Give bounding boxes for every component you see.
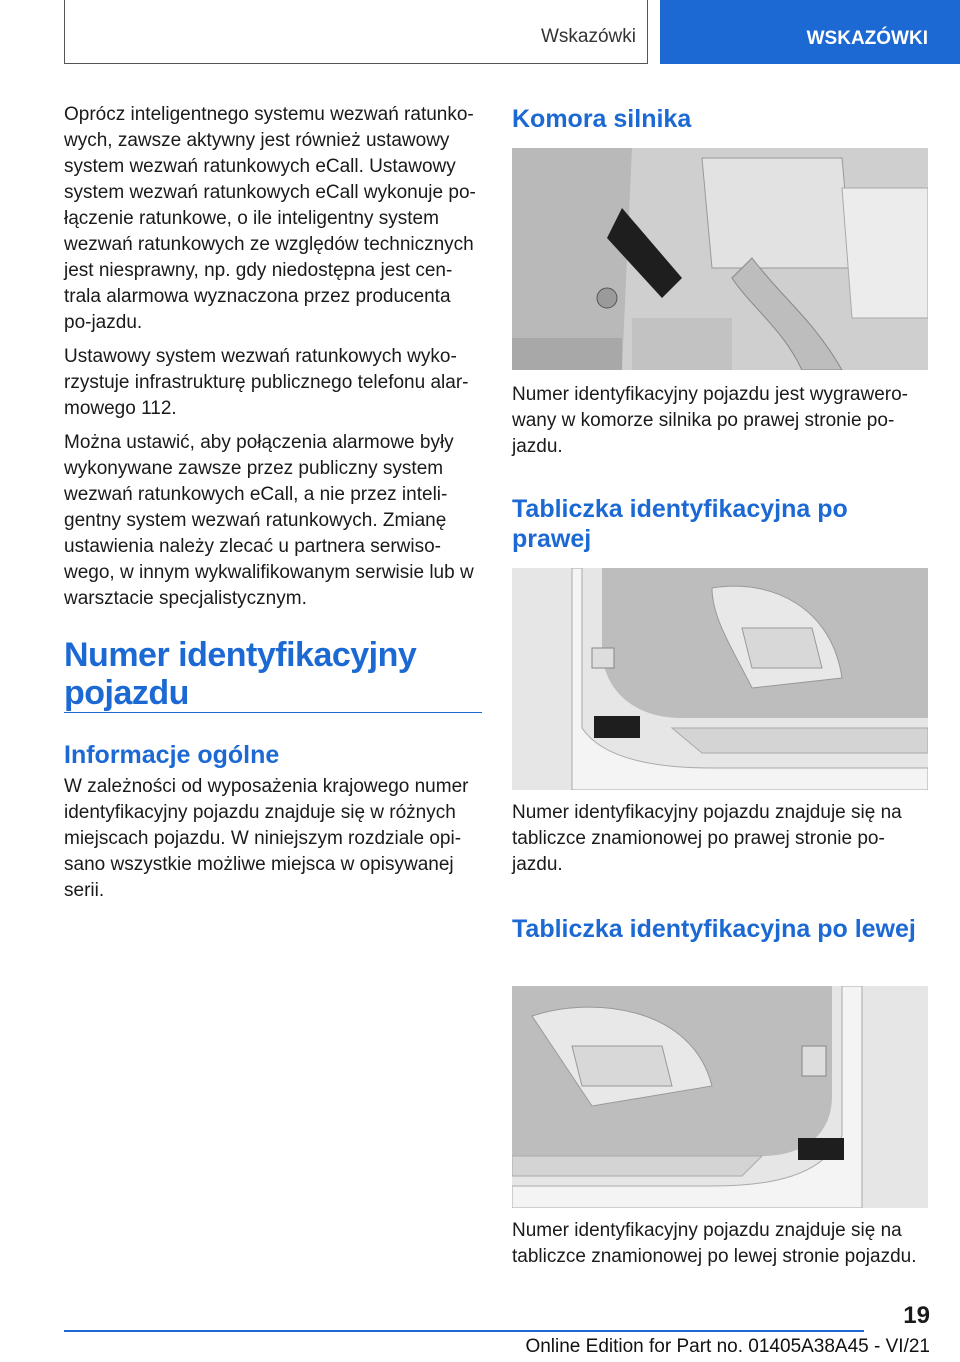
paragraph: Ustawowy system wezwań ratunkowych wyko-rzystuje infrastrukturę publicznego telefonu alar-mowego 112.: [64, 346, 469, 419]
paragraph: Można ustawić, aby połączenia alarmowe były wykonywane zawsze przez publiczny system wezwań ratunkowych eCall, a nie przez inteli-gentny system wezwań ratunkowych. Zmianę ustawienia należy zlecać u partnera serwiso-wego, w innym wykwalifikowanym serwisie lub w warsztacie specjalistycznym.: [64, 432, 474, 609]
sub-text: W zależności od wyposażenia krajowego numer identyfikacyjny pojazdu znajduje się w różnych miejscach pojazdu. W niniejszym rozdziale opi-sano wszystkie możliwe miejsca w opisywanej serii.: [64, 776, 469, 901]
caption-engine: Numer identyfikacyjny pojazdu jest wygrawero-wany w komorze silnika po prawej stronie po-jazdu.: [512, 384, 908, 457]
paragraph: Oprócz inteligentnego systemu wezwań ratunko-wych, zawsze aktywny jest również ustawowy system wezwań ratunkowych eCall. Ustawowy system wezwań ratunkowych eCall wykonuje po-łączenie ratunkowe, o ile inteligentny system wezwań ratunkowych ze względów technicznych jest niesprawny, np. gdy niedostępna jest cen-trala alarmowa wyznaczona przez producenta po-jazdu.: [64, 104, 476, 333]
edition-info: Online Edition for Part no. 01405A38A45 - VI/21: [525, 1336, 930, 1357]
sub-heading: Informacje ogólne: [64, 741, 280, 769]
right-plate-image: [512, 568, 928, 790]
section-label: Wskazówki: [540, 26, 636, 47]
caption-left-plate: Numer identyfikacyjny pojazdu znajduje się na tabliczce znamionowej po lewej stronie pojazdu.: [512, 1220, 917, 1267]
section-heading-right-plate: Tabliczka identyfikacyjna po prawej: [512, 495, 848, 553]
section-heading-engine: Komora silnika: [512, 105, 692, 133]
caption-right-plate: Numer identyfikacyjny pojazdu znajduje się na tabliczce znamionowej po prawej stronie po-jazdu.: [512, 802, 902, 875]
main-heading: Numer identyfikacyjny pojazdu: [64, 636, 417, 712]
heading-rule: [64, 712, 482, 713]
left-column: [64, 102, 482, 620]
section-tab[interactable]: WSKAZÓWKI: [660, 0, 960, 64]
page-number: 19: [903, 1302, 930, 1329]
section-heading-left-plate: Tabliczka identyfikacyjna po lewej: [512, 915, 916, 943]
footer-rule: [64, 1330, 864, 1332]
engine-bay-image: [512, 148, 928, 370]
left-plate-image: [512, 986, 928, 1208]
